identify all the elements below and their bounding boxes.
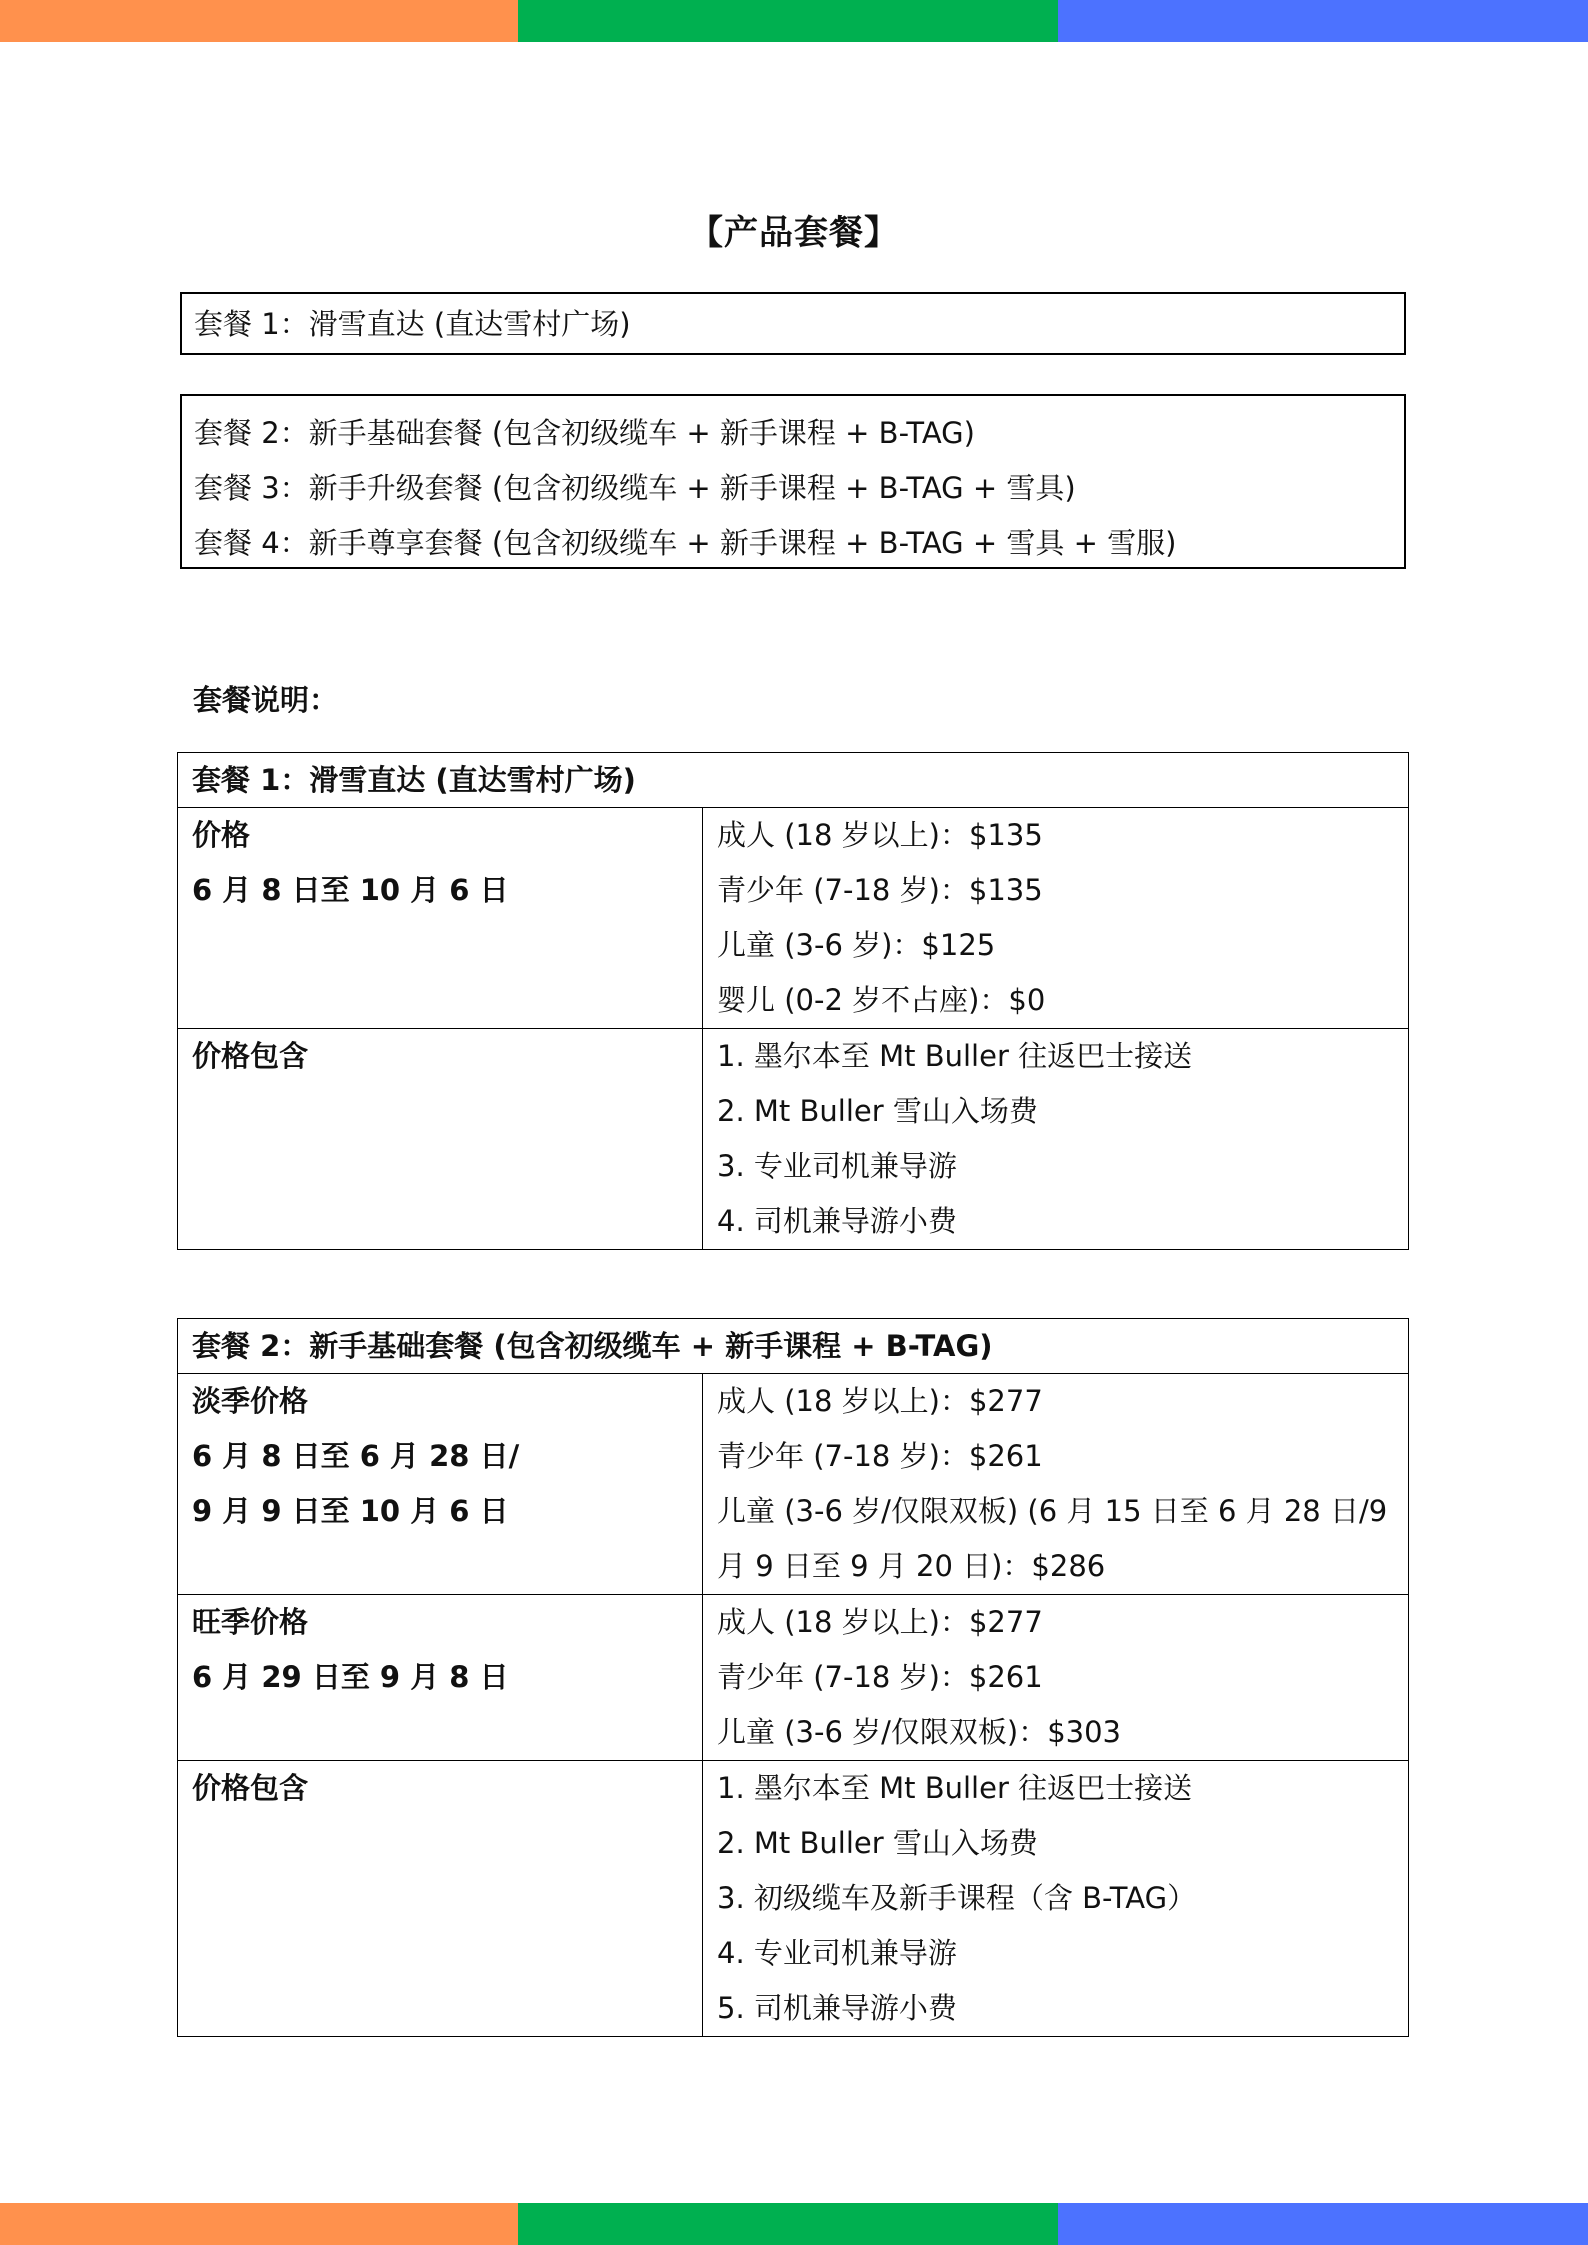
row-label-cell [178, 1761, 703, 2037]
cell-line: 3. 初级缆车及新手课程（含 B-TAG） [717, 1881, 1197, 1915]
bottom-bar-green [518, 2203, 1058, 2245]
package-1-table [177, 752, 1409, 1250]
row-value-cell [703, 1595, 1409, 1761]
row-value-cell [703, 808, 1409, 1029]
cell-line: 青少年 (7-18 岁)：$261 [717, 1439, 1043, 1473]
cell-line: 1. 墨尔本至 Mt Buller 往返巴士接送 [717, 1039, 1193, 1073]
table-header-row [178, 1319, 1409, 1374]
top-bar-green [518, 0, 1058, 42]
cell-line: 月 9 日至 9 月 20 日)：$286 [717, 1549, 1106, 1583]
cell-line: 2. Mt Buller 雪山入场费 [717, 1094, 1038, 1128]
package-2-table [177, 1318, 1409, 2037]
cell-line: 青少年 (7-18 岁)：$135 [717, 873, 1043, 907]
cell-line: 婴儿 (0-2 岁不占座)：$0 [717, 983, 1046, 1017]
cell-line: 儿童 (3-6 岁/仅限双板)：$303 [717, 1715, 1122, 1749]
row-value-cell [703, 1029, 1409, 1250]
table-header-row [178, 753, 1409, 808]
cell-line: 价格 [192, 818, 251, 852]
row-label-cell [178, 1029, 703, 1250]
cell-line: 成人 (18 岁以上)：$277 [717, 1605, 1043, 1639]
cell-line: 9 月 9 日至 10 月 6 日 [192, 1494, 509, 1528]
package-summary-box-2 [180, 394, 1406, 569]
cell-line: 1. 墨尔本至 Mt Buller 往返巴士接送 [717, 1771, 1193, 1805]
cell-line: 成人 (18 岁以上)：$277 [717, 1384, 1043, 1418]
row-label-cell [178, 1595, 703, 1761]
cell-line: 儿童 (3-6 岁/仅限双板) (6 月 15 日至 6 月 28 日/9 [717, 1494, 1388, 1528]
cell-line: 淡季价格 [192, 1384, 309, 1418]
cell-line: 4. 司机兼导游小费 [717, 1204, 957, 1238]
cell-line: 2. Mt Buller 雪山入场费 [717, 1826, 1038, 1860]
bottom-bar-orange [0, 2203, 518, 2245]
table-row [178, 1595, 1409, 1761]
bottom-color-bar [0, 2203, 1588, 2245]
cell-line: 3. 专业司机兼导游 [717, 1149, 957, 1183]
table-row [178, 1761, 1409, 2037]
bottom-bar-blue [1058, 2203, 1588, 2245]
top-color-bar [0, 0, 1588, 42]
cell-line: 价格包含 [192, 1771, 309, 1805]
package-summary-line: 套餐 4：新手尊享套餐 (包含初级缆车 + 新手课程 + B-TAG + 雪具 + 雪服) [194, 526, 1177, 560]
package-summary-line: 套餐 2：新手基础套餐 (包含初级缆车 + 新手课程 + B-TAG) [194, 416, 975, 450]
section-title: 套餐说明： [193, 683, 339, 717]
table-header: 套餐 2：新手基础套餐 (包含初级缆车 + 新手课程 + B-TAG) [178, 1319, 1409, 1374]
cell-line: 4. 专业司机兼导游 [717, 1936, 957, 1970]
top-bar-blue [1058, 0, 1588, 42]
row-label-cell [178, 1374, 703, 1595]
table-row [178, 1029, 1409, 1250]
package-summary-line: 套餐 1：滑雪直达 (直达雪村广场) [194, 307, 631, 341]
package-summary-box-1 [180, 292, 1406, 355]
package-summary-line: 套餐 3：新手升级套餐 (包含初级缆车 + 新手课程 + B-TAG + 雪具) [194, 471, 1076, 505]
cell-line: 旺季价格 [192, 1605, 309, 1639]
page-title: 【产品套餐】 [689, 213, 899, 253]
cell-line: 5. 司机兼导游小费 [717, 1991, 957, 2025]
row-value-cell [703, 1761, 1409, 2037]
top-bar-orange [0, 0, 518, 42]
table-header: 套餐 1：滑雪直达 (直达雪村广场) [178, 753, 1409, 808]
table-row [178, 1374, 1409, 1595]
cell-line: 青少年 (7-18 岁)：$261 [717, 1660, 1043, 1694]
cell-line: 成人 (18 岁以上)：$135 [717, 818, 1043, 852]
table-row [178, 808, 1409, 1029]
cell-line: 儿童 (3-6 岁)：$125 [717, 928, 996, 962]
cell-line: 6 月 8 日至 6 月 28 日/ [192, 1439, 520, 1473]
cell-line: 6 月 29 日至 9 月 8 日 [192, 1660, 509, 1694]
row-value-cell [703, 1374, 1409, 1595]
row-label-cell [178, 808, 703, 1029]
cell-line: 6 月 8 日至 10 月 6 日 [192, 873, 509, 907]
cell-line: 价格包含 [192, 1039, 309, 1073]
